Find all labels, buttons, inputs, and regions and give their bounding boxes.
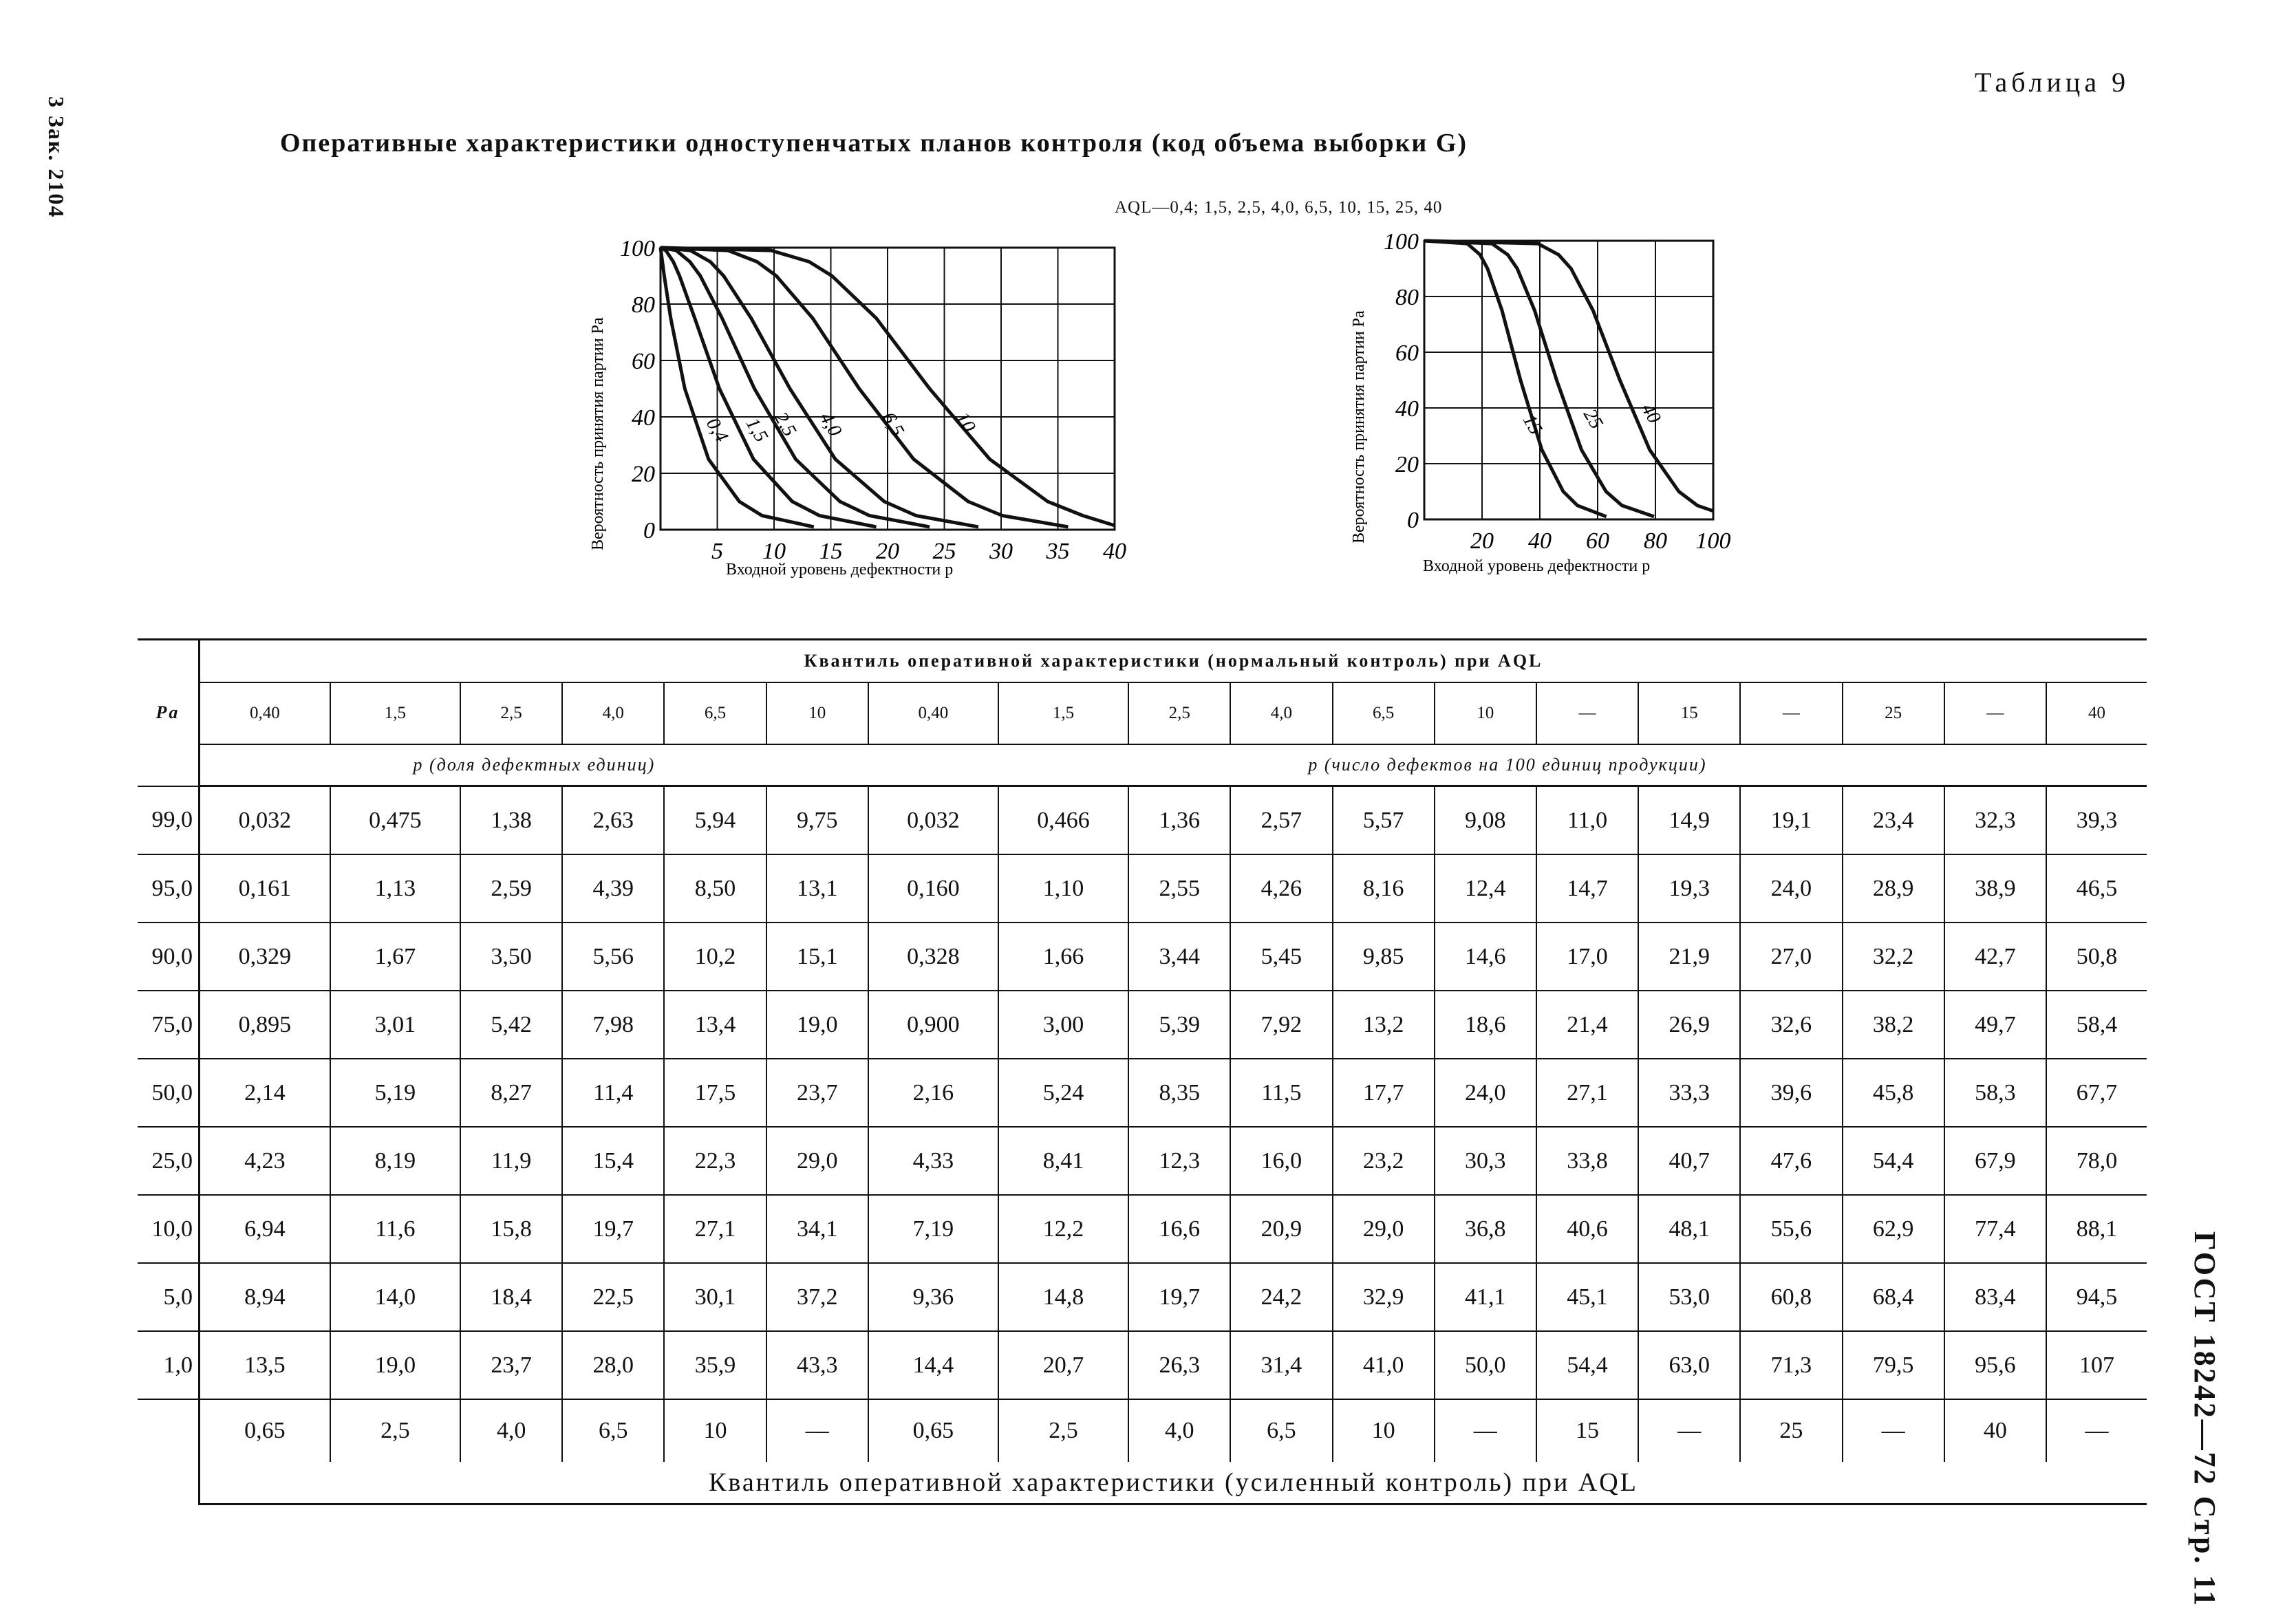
aql-header-cell: 10: [766, 682, 868, 744]
table-cell: 41,1: [1435, 1263, 1536, 1331]
table-cell: 6,94: [200, 1195, 330, 1263]
table-cell: 0,032: [200, 786, 330, 855]
table-cell: 19,1: [1740, 786, 1842, 855]
y-tick-label: 60: [632, 349, 655, 374]
table-cell: 9,85: [1333, 923, 1435, 991]
chart-right-x-ticks: [1470, 528, 1731, 554]
table-cell: 5,45: [1230, 923, 1332, 991]
table-cell: 9,75: [766, 786, 868, 855]
table-cell: 5,39: [1128, 991, 1230, 1059]
x-tick-label: 100: [1695, 528, 1731, 554]
chart-right-curves: [1424, 241, 1713, 517]
normal-control-caption: Квантиль оперативной характеристики (нормальный контроль) при AQL: [200, 640, 2147, 683]
tightened-aql-cell: —: [2046, 1399, 2147, 1462]
table-cell: 54,4: [1536, 1331, 1638, 1399]
table-cell: 33,8: [1536, 1127, 1638, 1195]
x-tick-label: 20: [876, 539, 899, 564]
oc-chart-right: [1342, 220, 1731, 585]
table-cell: 71,3: [1740, 1331, 1842, 1399]
table-cell: 1,10: [998, 854, 1128, 923]
table-cell: 23,7: [766, 1059, 868, 1127]
table-cell: 53,0: [1638, 1263, 1740, 1331]
table-cell: 20,9: [1230, 1195, 1332, 1263]
table-cell: 12,4: [1435, 854, 1536, 923]
table-cell: 26,3: [1128, 1331, 1230, 1399]
table-cell: 34,1: [766, 1195, 868, 1263]
table-cell: 8,35: [1128, 1059, 1230, 1127]
table-cell: 30,3: [1435, 1127, 1536, 1195]
aql-header-cell: 2,5: [1128, 682, 1230, 744]
tightened-aql-cell: 15: [1536, 1399, 1638, 1462]
table-cell: 14,0: [330, 1263, 460, 1331]
table-cell: 24,2: [1230, 1263, 1332, 1331]
pa-value: 5,0: [138, 1263, 200, 1331]
tightened-aql-cell: 2,5: [330, 1399, 460, 1462]
table-cell: 107: [2046, 1331, 2147, 1399]
tightened-aql-cell: 0,65: [200, 1399, 330, 1462]
table-cell: 11,9: [460, 1127, 562, 1195]
tightened-aql-cell: —: [1435, 1399, 1536, 1462]
oc-table: [138, 638, 2147, 1505]
table-cell: 17,0: [1536, 923, 1638, 991]
table-cell: 11,0: [1536, 786, 1638, 855]
aql-header-cell: 6,5: [664, 682, 766, 744]
x-tick-label: 60: [1586, 528, 1609, 554]
table-cell: 1,38: [460, 786, 562, 855]
tightened-pa-blank: [138, 1399, 200, 1462]
side-note-left: 3 Зак. 2104: [44, 96, 69, 219]
table-cell: 4,39: [562, 854, 664, 923]
table-cell: 0,475: [330, 786, 460, 855]
table-cell: 23,7: [460, 1331, 562, 1399]
pa-value: 10,0: [138, 1195, 200, 1263]
x-tick-label: 25: [932, 539, 956, 564]
pa-value: 1,0: [138, 1331, 200, 1399]
table-cell: 18,4: [460, 1263, 562, 1331]
pa-value: 95,0: [138, 854, 200, 923]
table-cell: 68,4: [1843, 1263, 1944, 1331]
table-cell: 54,4: [1843, 1127, 1944, 1195]
table-cell: 2,16: [868, 1059, 998, 1127]
tightened-aql-cell: 4,0: [460, 1399, 562, 1462]
aql-header-cell: 10: [1435, 682, 1536, 744]
left-subcaption: p (доля дефектных единиц): [200, 744, 868, 786]
table-cell: 1,36: [1128, 786, 1230, 855]
tightened-aql-cell: —: [766, 1399, 868, 1462]
table-row: [138, 1331, 2147, 1399]
table-cell: 3,50: [460, 923, 562, 991]
side-note-right: ГОСТ 18242—72 Стр. 11: [2188, 1231, 2222, 1608]
y-tick-label: 100: [1384, 229, 1419, 255]
table-cell: 5,57: [1333, 786, 1435, 855]
y-tick-label: 0: [643, 518, 655, 543]
table-cell: 43,3: [766, 1331, 868, 1399]
table-cell: 11,6: [330, 1195, 460, 1263]
x-tick-label: 15: [819, 539, 843, 564]
table-cell: 1,66: [998, 923, 1128, 991]
aql-header-cell: 4,0: [562, 682, 664, 744]
table-cell: 27,0: [1740, 923, 1842, 991]
table-cell: 32,6: [1740, 991, 1842, 1059]
table-cell: 40,7: [1638, 1127, 1740, 1195]
chart-right-ylabel: Вероятность принятия партии Pa: [1350, 310, 1368, 543]
aql-header-cell: —: [1536, 682, 1638, 744]
oc-table-container: [138, 638, 2147, 1505]
aql-header-cell: 4,0: [1230, 682, 1332, 744]
table-cell: 78,0: [2046, 1127, 2147, 1195]
table-cell: 32,9: [1333, 1263, 1435, 1331]
table-cell: 0,466: [998, 786, 1128, 855]
table-cell: 2,63: [562, 786, 664, 855]
table-cell: 21,9: [1638, 923, 1740, 991]
table-cell: 13,5: [200, 1331, 330, 1399]
curve-label: 1,5: [741, 414, 773, 446]
table-cell: 94,5: [2046, 1263, 2147, 1331]
table-cell: 12,2: [998, 1195, 1128, 1263]
table-cell: 47,6: [1740, 1127, 1842, 1195]
table-cell: 48,1: [1638, 1195, 1740, 1263]
table-cell: 11,5: [1230, 1059, 1332, 1127]
tightened-aql-cell: 0,65: [868, 1399, 998, 1462]
table-row: [138, 1195, 2147, 1263]
table-cell: 29,0: [766, 1127, 868, 1195]
chart-right-xlabel: Входной уровень дефектности p: [1423, 557, 1651, 575]
table-cell: 35,9: [664, 1331, 766, 1399]
tightened-aql-cell: 2,5: [998, 1399, 1128, 1462]
table-cell: 32,2: [1843, 923, 1944, 991]
curve-label: 25: [1578, 405, 1607, 433]
table-cell: 4,26: [1230, 854, 1332, 923]
table-cell: 15,8: [460, 1195, 562, 1263]
table-cell: 19,0: [766, 991, 868, 1059]
table-cell: 19,7: [1128, 1263, 1230, 1331]
y-tick-label: 20: [1395, 452, 1419, 477]
table-cell: 39,6: [1740, 1059, 1842, 1127]
pa-value: 75,0: [138, 991, 200, 1059]
table-cell: 3,01: [330, 991, 460, 1059]
table-cell: 14,8: [998, 1263, 1128, 1331]
y-tick-label: 100: [620, 236, 655, 261]
tightened-aql-cell: 10: [1333, 1399, 1435, 1462]
table-cell: 0,032: [868, 786, 998, 855]
aql-header-cell: 15: [1638, 682, 1740, 744]
table-cell: 8,27: [460, 1059, 562, 1127]
chart-left-xlabel: Входной уровень дефектности p: [726, 561, 954, 579]
table-cell: 23,2: [1333, 1127, 1435, 1195]
table-cell: 0,329: [200, 923, 330, 991]
table-cell: 19,7: [562, 1195, 664, 1263]
page-title: Оперативные характеристики одноступенчатых планов контроля (код объема выборки G): [279, 129, 1468, 158]
table-cell: 26,9: [1638, 991, 1740, 1059]
table-cell: 40,6: [1536, 1195, 1638, 1263]
table-cell: 0,895: [200, 991, 330, 1059]
table-cell: 28,9: [1843, 854, 1944, 923]
x-tick-label: 5: [711, 539, 723, 564]
table-cell: 0,900: [868, 991, 998, 1059]
table-cell: 83,4: [1944, 1263, 2046, 1331]
table-cell: 4,23: [200, 1127, 330, 1195]
table-cell: 5,19: [330, 1059, 460, 1127]
aql-header-cell: 0,40: [200, 682, 330, 744]
table-cell: 17,5: [664, 1059, 766, 1127]
right-subcaption: p (число дефектов на 100 единиц продукции): [868, 744, 2147, 786]
y-tick-label: 60: [1395, 341, 1419, 366]
table-cell: 67,7: [2046, 1059, 2147, 1127]
oc-chart-left: [578, 227, 1156, 592]
curve-label: 6,5: [877, 409, 909, 440]
pa-value: 50,0: [138, 1059, 200, 1127]
table-row: [138, 923, 2147, 991]
x-tick-label: 30: [989, 539, 1013, 564]
table-cell: 2,55: [1128, 854, 1230, 923]
table-row: [138, 1263, 2147, 1331]
table-cell: 8,50: [664, 854, 766, 923]
table-cell: 28,0: [562, 1331, 664, 1399]
table-row: [138, 1059, 2147, 1127]
table-cell: 5,94: [664, 786, 766, 855]
curve-label: 40: [1636, 400, 1665, 427]
table-cell: 77,4: [1944, 1195, 2046, 1263]
table-row: [138, 1127, 2147, 1195]
table-cell: 3,00: [998, 991, 1128, 1059]
table-cell: 18,6: [1435, 991, 1536, 1059]
table-cell: 33,3: [1638, 1059, 1740, 1127]
table-cell: 8,41: [998, 1127, 1128, 1195]
table-cell: 62,9: [1843, 1195, 1944, 1263]
aql-header-cell: 2,5: [460, 682, 562, 744]
table-cell: 1,67: [330, 923, 460, 991]
table-cell: 1,13: [330, 854, 460, 923]
aql-header-row: [138, 682, 2147, 744]
table-cell: 88,1: [2046, 1195, 2147, 1263]
table-cell: 50,0: [1435, 1331, 1536, 1399]
chart-right-y-ticks: [1384, 229, 1419, 533]
table-cell: 38,2: [1843, 991, 1944, 1059]
table-cell: 58,4: [2046, 991, 2147, 1059]
table-cell: 58,3: [1944, 1059, 2046, 1127]
table-cell: 63,0: [1638, 1331, 1740, 1399]
aql-header-cell: 1,5: [998, 682, 1128, 744]
x-tick-label: 35: [1046, 539, 1070, 564]
table-cell: 16,6: [1128, 1195, 1230, 1263]
tightened-aql-cell: 6,5: [562, 1399, 664, 1462]
table-cell: 42,7: [1944, 923, 2046, 991]
table-cell: 2,14: [200, 1059, 330, 1127]
table-cell: 39,3: [2046, 786, 2147, 855]
table-cell: 37,2: [766, 1263, 868, 1331]
table-cell: 38,9: [1944, 854, 2046, 923]
table-cell: 24,0: [1435, 1059, 1536, 1127]
curve-label: 2,5: [769, 409, 801, 440]
table-cell: 31,4: [1230, 1331, 1332, 1399]
table-cell: 24,0: [1740, 854, 1842, 923]
table-cell: 27,1: [664, 1195, 766, 1263]
table-cell: 22,5: [562, 1263, 664, 1331]
table-row: [138, 991, 2147, 1059]
pa-value: 25,0: [138, 1127, 200, 1195]
y-tick-label: 20: [632, 462, 655, 487]
table-cell: 19,3: [1638, 854, 1740, 923]
table-cell: 46,5: [2046, 854, 2147, 923]
table-cell: 13,2: [1333, 991, 1435, 1059]
table-cell: 5,24: [998, 1059, 1128, 1127]
pa-value: 90,0: [138, 923, 200, 991]
tightened-aql-cell: 10: [664, 1399, 766, 1462]
oc-curve-2: [1424, 241, 1713, 511]
table-cell: 14,7: [1536, 854, 1638, 923]
table-cell: 79,5: [1843, 1331, 1944, 1399]
table-cell: 0,160: [868, 854, 998, 923]
curve-label: 4,0: [815, 409, 846, 440]
table-cell: 8,16: [1333, 854, 1435, 923]
table-cell: 36,8: [1435, 1195, 1536, 1263]
table-cell: 30,1: [664, 1263, 766, 1331]
table-cell: 9,08: [1435, 786, 1536, 855]
table-cell: 14,9: [1638, 786, 1740, 855]
y-tick-label: 0: [1407, 508, 1419, 533]
aql-header-cell: —: [1740, 682, 1842, 744]
x-tick-label: 40: [1103, 539, 1126, 564]
y-tick-label: 80: [1395, 285, 1419, 310]
tightened-aql-cell: 25: [1740, 1399, 1842, 1462]
x-tick-label: 80: [1644, 528, 1667, 554]
table-cell: 4,33: [868, 1127, 998, 1195]
oc-curve-2: [661, 248, 930, 527]
caption-pa-blank: [138, 1462, 200, 1504]
table-cell: 11,4: [562, 1059, 664, 1127]
table-cell: 41,0: [1333, 1331, 1435, 1399]
tightened-aql-row: [138, 1399, 2147, 1462]
table-cell: 50,8: [2046, 923, 2147, 991]
x-tick-label: 40: [1528, 528, 1552, 554]
table-cell: 5,56: [562, 923, 664, 991]
table-cell: 60,8: [1740, 1263, 1842, 1331]
aql-header-cell: 40: [2046, 682, 2147, 744]
table-cell: 7,92: [1230, 991, 1332, 1059]
table-cell: 21,4: [1536, 991, 1638, 1059]
table-cell: 7,19: [868, 1195, 998, 1263]
table-cell: 29,0: [1333, 1195, 1435, 1263]
aql-header-cell: 6,5: [1333, 682, 1435, 744]
aql-header-cell: —: [1944, 682, 2046, 744]
table-cell: 10,2: [664, 923, 766, 991]
tightened-aql-cell: 4,0: [1128, 1399, 1230, 1462]
table-cell: 2,57: [1230, 786, 1332, 855]
table-cell: 0,328: [868, 923, 998, 991]
table-cell: 8,19: [330, 1127, 460, 1195]
table-cell: 19,0: [330, 1331, 460, 1399]
table-cell: 55,6: [1740, 1195, 1842, 1263]
table-cell: 20,7: [998, 1331, 1128, 1399]
table-cell: 8,94: [200, 1263, 330, 1331]
table-cell: 23,4: [1843, 786, 1944, 855]
tightened-aql-cell: 6,5: [1230, 1399, 1332, 1462]
aql-list: AQL—0,4; 1,5, 2,5, 4,0, 6,5, 10, 15, 25, 40: [1115, 198, 1443, 217]
table-cell: 22,3: [664, 1127, 766, 1195]
pa-value: 99,0: [138, 786, 200, 855]
table-cell: 67,9: [1944, 1127, 2046, 1195]
table-row: [138, 786, 2147, 855]
table-cell: 15,4: [562, 1127, 664, 1195]
curve-label: 0,4: [701, 414, 733, 446]
table-cell: 14,6: [1435, 923, 1536, 991]
tightened-control-caption: Квантиль оперативной характеристики (усиленный контроль) при AQL: [200, 1462, 2147, 1504]
table-cell: 9,36: [868, 1263, 998, 1331]
table-cell: 13,1: [766, 854, 868, 923]
table-cell: 49,7: [1944, 991, 2046, 1059]
chart-left-y-ticks: [620, 236, 655, 543]
table-cell: 27,1: [1536, 1059, 1638, 1127]
table-cell: 32,3: [1944, 786, 2046, 855]
x-tick-label: 10: [762, 539, 786, 564]
table-cell: 7,98: [562, 991, 664, 1059]
y-tick-label: 80: [632, 292, 655, 318]
table-number: Таблица 9: [1975, 67, 2130, 98]
pa-header: Pa: [138, 640, 200, 786]
aql-header-cell: 0,40: [868, 682, 998, 744]
y-tick-label: 40: [1395, 396, 1419, 422]
tightened-aql-cell: —: [1843, 1399, 1944, 1462]
curve-label: 15: [1518, 411, 1547, 438]
table-cell: 0,161: [200, 854, 330, 923]
x-tick-label: 20: [1470, 528, 1494, 554]
aql-header-cell: 1,5: [330, 682, 460, 744]
y-tick-label: 40: [632, 405, 655, 431]
tightened-aql-cell: 40: [1944, 1399, 2046, 1462]
tightened-aql-cell: —: [1638, 1399, 1740, 1462]
curve-label: 10: [951, 409, 980, 436]
table-cell: 5,42: [460, 991, 562, 1059]
table-cell: 14,4: [868, 1331, 998, 1399]
table-cell: 45,1: [1536, 1263, 1638, 1331]
table-cell: 12,3: [1128, 1127, 1230, 1195]
table-cell: 15,1: [766, 923, 868, 991]
table-cell: 3,44: [1128, 923, 1230, 991]
table-cell: 13,4: [664, 991, 766, 1059]
table-cell: 17,7: [1333, 1059, 1435, 1127]
chart-left-ylabel: Вероятность принятия партии Pa: [589, 317, 607, 550]
table-cell: 2,59: [460, 854, 562, 923]
aql-header-cell: 25: [1843, 682, 1944, 744]
table-cell: 95,6: [1944, 1331, 2046, 1399]
table-cell: 45,8: [1843, 1059, 1944, 1127]
table-row: [138, 854, 2147, 923]
table-cell: 16,0: [1230, 1127, 1332, 1195]
